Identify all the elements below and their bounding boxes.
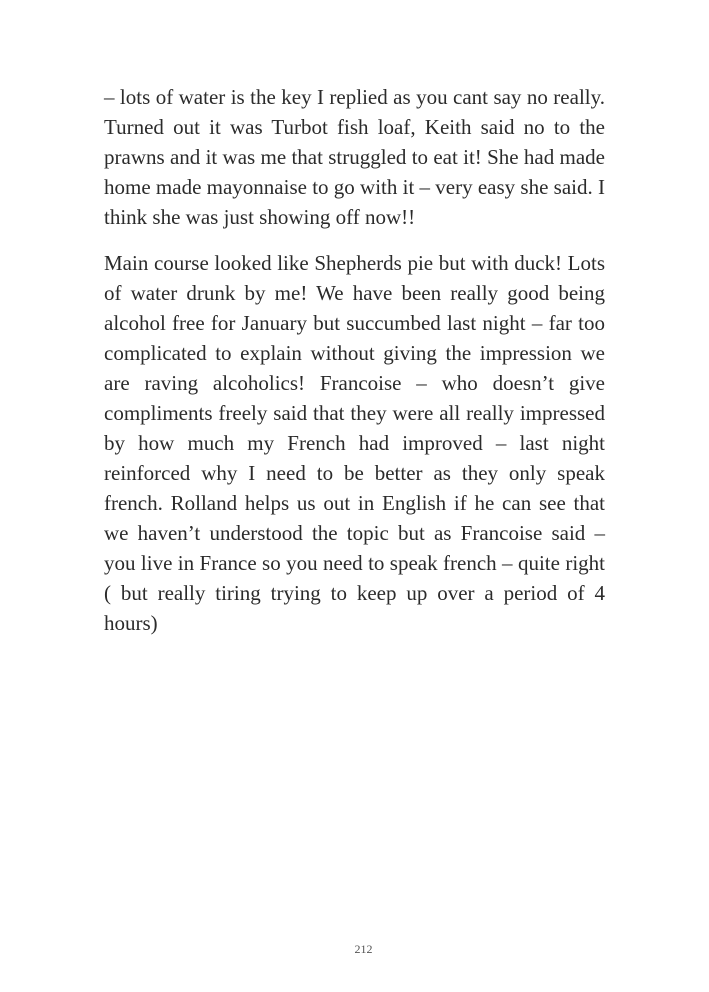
paragraph-2: Main course looked like Shepherds pie but with duck! Lots of water drunk by me! We have been really good being alcohol free for January but succumbed last night – far too complicated to explain without giving the impression we are raving alcoholics! Francoise – who doesn’t give compliments freely said that they were all really impressed by how much my French had improved – last night reinforced why I need to be better as they only speak french. Rolland helps us out in English if he can see that we haven’t understood the topic but as Francoise said – you live in France so you need to speak french – quite right ( but really tiring trying to keep up over a period of 4 hours) xyxy=(104,251,605,635)
body-text xyxy=(104,82,605,638)
paragraph-1: – lots of water is the key I replied as you cant say no really. Turned out it was Turbot fish loaf, Keith said no to the prawns and it was me that struggled to eat it! She had made home made mayonnaise to go with it – very easy she said. I think she was just showing off now!! xyxy=(104,85,605,229)
page-number: 212 xyxy=(354,942,373,956)
